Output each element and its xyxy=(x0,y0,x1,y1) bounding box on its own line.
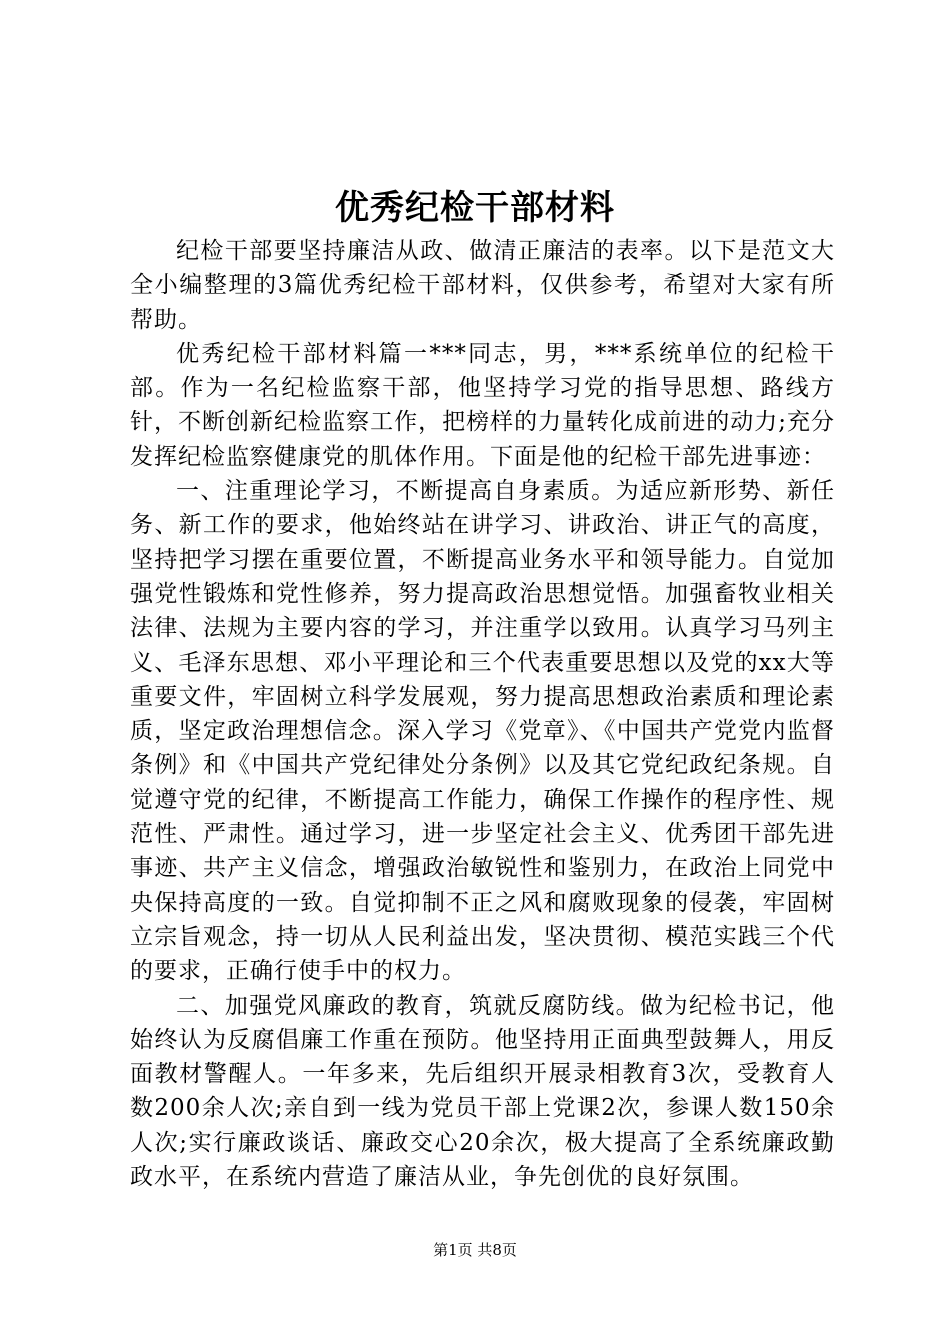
paragraph-intro: 纪检干部要坚持廉洁从政、做清正廉洁的表率。以下是范文大全小编整理的3篇优秀纪检干部材料，仅供参考，希望对大家有所帮助。 xyxy=(130,238,835,333)
paragraph-section-one: 一、注重理论学习，不断提高自身素质。为适应新形势、新任务、新工作的要求，他始终站在讲学习、讲政治、讲正气的高度，坚持把学习摆在重要位置，不断提高业务水平和领导能力。自觉加强党性锻炼和党性修养，努力提高政治思想觉悟。加强畜牧业相关法律、法规为主要内容的学习，并注重学以致用。认真学习马列主义、毛泽东思想、邓小平理论和三个代表重要思想以及党的xx大等重要文件，牢固树立科学发展观，努力提高思想政治素质和理论素质，坚定政治理想信念。深入学习《党章》、《中国共产党党内监督条例》和《中国共产党纪律处分条例》以及其它党纪政纪条规。自觉遵守党的纪律，不断提高工作能力，确保工作操作的程序性、规范性、严肃性。通过学习，进一步坚定社会主义、优秀团干部先进事迹、共产主义信念，增强政治敏锐性和鉴别力，在政治上同党中央保持高度的一致。自觉抑制不正之风和腐败现象的侵袭，牢固树立宗旨观念，持一切从人民利益出发，坚决贯彻、模范实践三个代的要求，正确行使手中的权力。 xyxy=(130,478,835,985)
paragraph-section-two: 二、加强党风廉政的教育，筑就反腐防线。做为纪检书记，他始终认为反腐倡廉工作重在预防。他坚持用正面典型鼓舞人，用反面教材警醒人。一年多来，先后组织开展录相教育3次，受教育人数200余人次;亲自到一线为党员干部上党课2次，参课人数150余人次;实行廉政谈话、廉政交心20余次，极大提高了全系统廉政勤政水平，在系统内营造了廉洁从业，争先创优的良好氛围。 xyxy=(130,992,835,1191)
document-title: 优秀纪检干部材料 xyxy=(335,188,615,228)
document-body xyxy=(130,234,835,1194)
paragraph-profile: 优秀纪检干部材料篇一***同志，男，***系统单位的纪检干部。作为一名纪检监察干部，他坚持学习党的指导思想、路线方针，不断创新纪检监察工作，把榜样的力量转化成前进的动力;充分发挥纪检监察健康党的肌体作用。下面是他的纪检干部先进事迹： xyxy=(130,340,835,470)
page-number-footer: 第1页 共8页 xyxy=(433,1241,517,1259)
